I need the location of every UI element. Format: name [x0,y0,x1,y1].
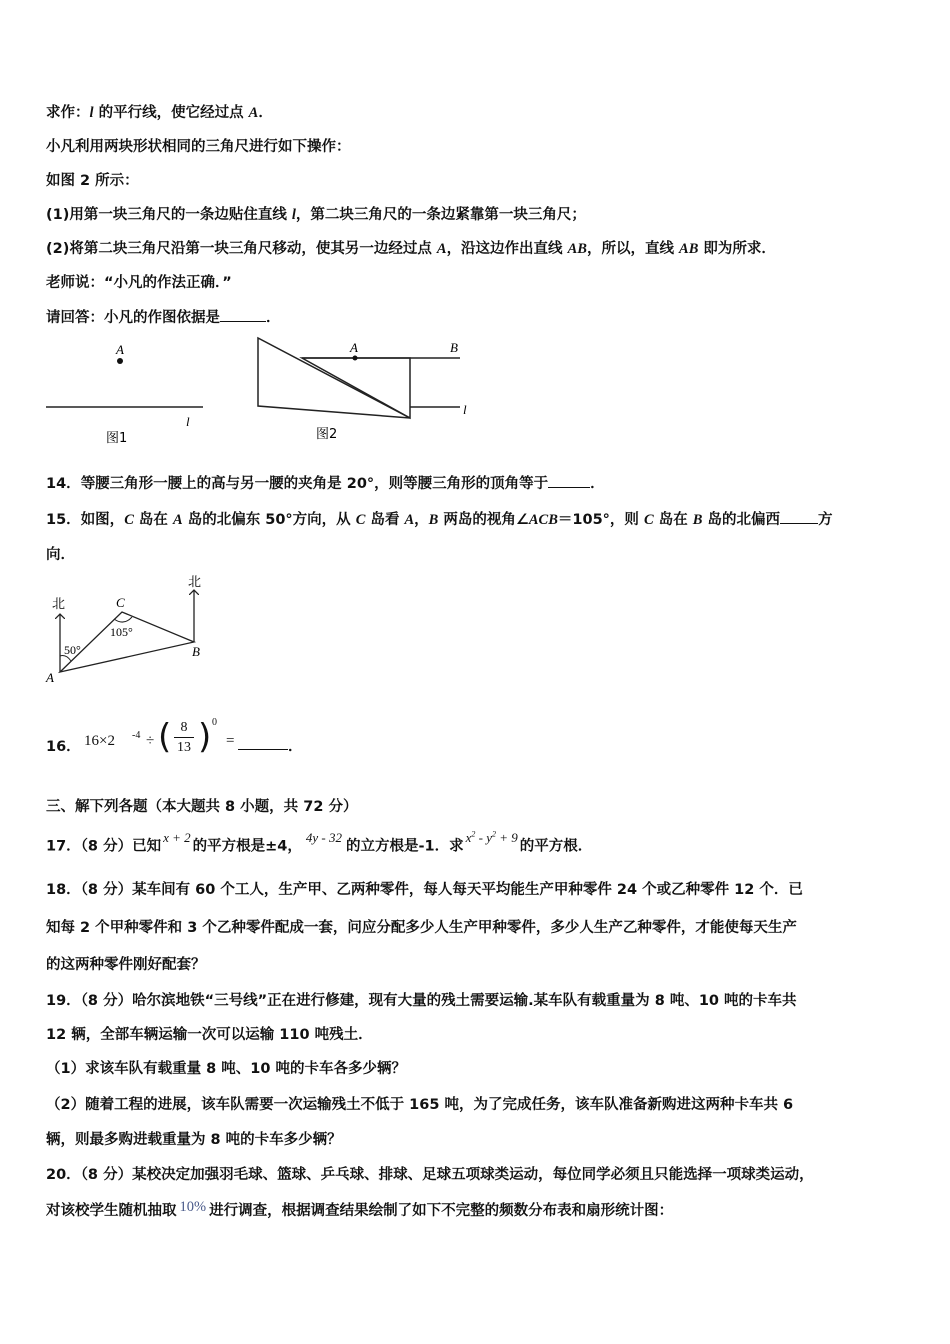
figure-2-caption: 图2 [316,427,338,442]
q19-sub2-line2: 辆，则最多购进载重量为 8 吨的卡车多少辆？ [46,1132,342,1148]
q17 [46,830,593,855]
text: ，沿这边作出直线 [446,241,568,257]
point-a-label: A [116,342,124,357]
var-l: l [291,207,296,223]
text: 等腰三角形一腰上的高与另一腰的夹角是 20°，则等腰三角形的顶角等于 [80,476,549,492]
var: B [428,512,439,528]
q19-sub1: （1）求该车队有载重量 8 吨、10 吨的卡车各多少辆？ [46,1061,406,1077]
q13-line4 [46,205,586,225]
var-l: l [89,105,94,121]
q19-sub2-line1: （2）随着工程的进展，该车队需要一次运输残土不低于 165 吨，为了完成任务，该车队准备新购进这两种卡车共 6 [46,1097,794,1113]
exponent-b: 0 [212,717,217,728]
text: 岛的北偏东 50°方向，从 [182,512,356,528]
answer-blank[interactable] [780,509,818,524]
point-b-label: B [450,340,458,355]
north-label-right: 北 [188,575,202,590]
angle-a-label: 50° [64,643,81,657]
answer-blank[interactable] [238,735,288,750]
text: 的平方根． [519,838,593,855]
q13-line6: 老师说：“小凡的作法正确．” [46,275,232,291]
question-number: 14． [46,476,81,492]
paren-left: ( [158,717,172,757]
var-A: A [248,105,259,121]
text: 岛在 [133,512,173,528]
exponent-a: -4 [132,730,141,741]
text: 的平方根是±4， [192,838,302,855]
triangle-ruler-2 [302,358,410,418]
var-AB: AB [679,241,699,257]
q20-line2 [46,1201,673,1221]
figure-2 [250,330,480,448]
text: 方 [818,512,833,528]
var: B [692,512,703,528]
text: ＝105°，则 [557,512,644,528]
q20-line1 [46,1165,814,1185]
q14 [46,473,605,494]
answer-blank[interactable] [548,473,590,488]
q19-line2: 12 辆，全部车辆运输一次可以运输 110 吨残土． [46,1027,373,1043]
text: ． [266,310,281,326]
question-number: 17． [46,838,81,855]
text: 求作： [46,105,90,121]
text: ，第二块三角尺的一条边紧靠第一块三角尺； [295,207,586,223]
q13-line7 [46,307,281,328]
q18-line1 [46,880,803,900]
text: (2)将第二块三角尺沿第一块三角尺移动，使其另一边经过点 [46,241,437,257]
text: 岛看 [365,512,405,528]
q13-line5 [46,239,776,259]
var: A [172,512,183,528]
text: ，所以，直线 [586,241,680,257]
text: 请回答：小凡的作图依据是 [46,310,220,326]
var: C [643,512,654,528]
text: (1)用第一块三角尺的一条边贴住直线 [46,207,292,223]
text: ． [590,476,605,492]
q15-line1 [46,509,833,530]
text: 已知 [132,838,162,855]
var: A [404,512,415,528]
score: （8 分） [80,993,133,1009]
score: （8 分） [80,1167,133,1183]
score: （8 分） [80,882,133,898]
divide-sign: ÷ [146,733,155,749]
expr-x-plus-2: x + 2 [163,830,191,846]
question-number: 15． [46,512,81,528]
q13-line2: 小凡利用两块形状相同的三角尺进行如下操作： [46,139,351,155]
q19-line1 [46,991,797,1011]
text: ． [288,739,303,755]
fraction-denominator: 13 [177,740,191,755]
question-number: 19． [46,993,81,1009]
text: 如图， [80,512,125,528]
text: 的立方根是-1．求 [345,838,464,855]
text: 对该校学生随机抽取 [46,1203,177,1219]
expr-part-a: 16×2 [84,733,115,749]
text: 某校决定加强羽毛球、篮球、乒乓球、排球、足球五项球类运动，每位同学必须且只能选择一项球类运动， [132,1167,814,1183]
q15-line2: 向． [46,547,75,563]
score: （8 分） [80,838,133,855]
figure-1-caption: 图1 [106,431,128,446]
q13-line1 [46,103,273,123]
point-a-label: A [46,670,54,685]
point-c-label: C [116,595,125,610]
point-a-dot [117,358,123,364]
expr-4y-minus-32: 4y - 32 [305,830,342,846]
text: 哈尔滨地铁“三号线”正在进行修建，现有大量的残土需要运输.某车队有载重量为 8 吨、10 吨的卡车共 [132,993,797,1009]
question-number: 20． [46,1167,81,1183]
point-a-label: A [350,340,358,355]
point-b-label: B [192,644,200,659]
text: ． [258,105,273,121]
figure-1 [40,336,220,448]
north-label-left: 北 [52,597,66,612]
var-A: A [436,241,447,257]
text: 的平行线，使它经过点 [93,105,249,121]
answer-blank[interactable] [220,307,266,322]
text: 某车间有 60 个工人，生产甲、乙两种零件，每人每天平均能生产甲种零件 24 个或乙种零件 12 个．已 [132,882,803,898]
text: 即为所求． [698,241,776,257]
q13-line3: 如图 2 所示： [46,173,139,189]
q18-line3: 的这两种零件刚好配套？ [46,957,206,973]
fraction-numerator: 8 [174,719,194,738]
line-l-label: l [186,414,190,429]
text: 两岛的视角∠ [438,512,529,528]
text: ， [414,512,429,528]
expr-x2-y2-9: $x^2 - y^2 + 9$ [465,830,518,846]
question-number: 16． [46,739,81,755]
text: 进行调查，根据调查结果绘制了如下不完整的频数分布表和扇形统计图： [209,1203,674,1219]
point-a-dot [353,356,358,361]
paren-right: ) [198,717,212,757]
section-3-heading: 三、解下列各题（本大题共 8 小题，共 72 分） [46,799,358,815]
angle-c-label: 105° [110,625,133,639]
text: 岛的北偏西 [702,512,780,528]
question-number: 18． [46,882,81,898]
figure-15 [42,572,222,690]
equals-sign: = [226,733,235,749]
line-l-label: l [463,402,467,417]
var: C [355,512,366,528]
var: C [124,512,134,528]
var: ACB [528,512,558,528]
text: 岛在 [653,512,693,528]
q18-line2: 知每 2 个甲种零件和 3 个乙种零件配成一套，问应分配多少人生产甲种零件，多少人生产乙种零件，才能使每天生产 [46,920,797,936]
var-AB: AB [567,241,587,257]
percent-10: 10% [179,1199,207,1215]
